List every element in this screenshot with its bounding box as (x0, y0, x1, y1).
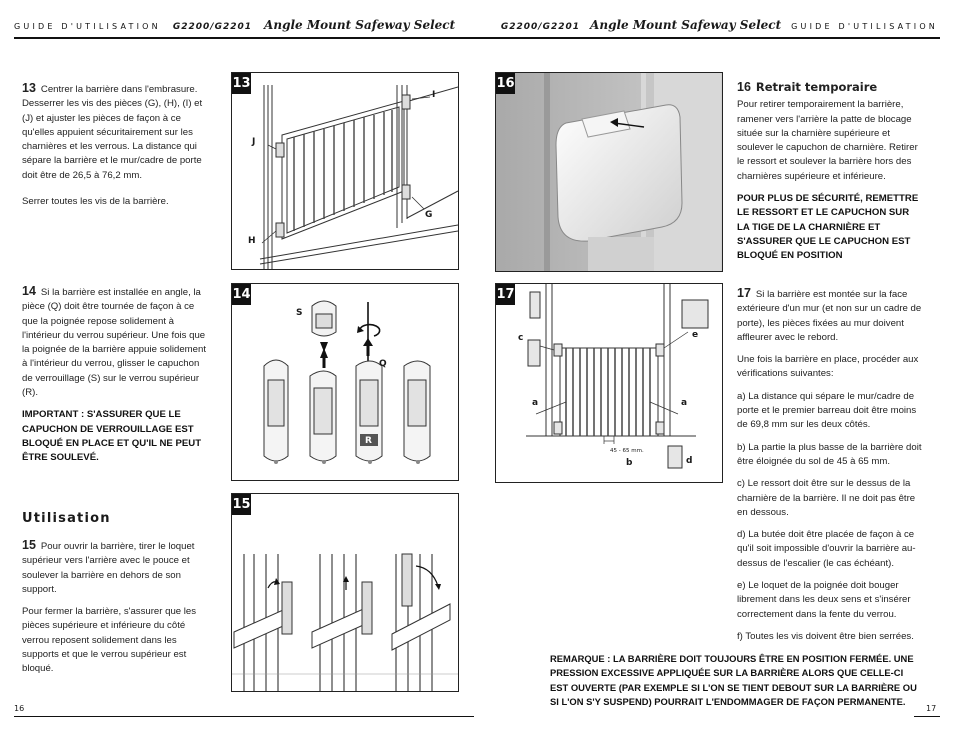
figure-15-label: 15 (232, 494, 251, 515)
step-16 (737, 80, 923, 272)
header-model-right: G2200/G2201 (500, 22, 581, 32)
step-17-text: Si la barrière est montée sur la face extérieure d'un mur (et non sur un cadre de porte), les pièces fixées au mur doivent affleurer avec le rebord. (737, 289, 922, 343)
step-16-number: 16 (737, 80, 751, 94)
footer-rule-left (14, 716, 474, 717)
check-e: e) Le loquet de la poignée doit bouger librement dans les deux sens et s'insérer correctement dans la fente du verrou. (737, 580, 911, 620)
figure-13-label: 13 (232, 73, 251, 94)
figure-14 (231, 283, 459, 481)
check-d: d) La butée doit être placée de façon à ce qu'il soit impossible d'ouvrir la barrière au-dessus de l'escalier (le cas échéant). (737, 529, 916, 569)
figure-17 (495, 283, 723, 483)
header-guide-right: GUIDE D'UTILISATION (791, 22, 938, 31)
callout-I: I (432, 90, 436, 100)
footer-rule-right (914, 716, 940, 717)
usage-title: Utilisation (22, 511, 111, 526)
check-a: a) La distance qui sépare le mur/cadre de porte et le premier barreau doit être moins de 69,8 mm sur les deux côtés. (737, 390, 917, 431)
step-15-number: 15 (22, 538, 36, 552)
figure-13-drawing (232, 73, 458, 269)
measure-label: 45 - 65 mm. (610, 448, 644, 454)
arrow-up-icon-2 (363, 338, 373, 346)
step-17 (737, 286, 923, 652)
callout-e: e (692, 330, 699, 340)
step-16-title: Retrait temporaire (755, 80, 878, 94)
step-13-note: Serrer toutes les vis de la barrière. (22, 196, 169, 208)
callout-a-left: a (532, 398, 539, 408)
step-14 (22, 284, 206, 474)
check-c: c) Le ressort doit être sur le dessus de la charnière de la barrière. Il ne doit pas être en dessous. (737, 478, 916, 518)
figure-17-label: 17 (496, 284, 515, 305)
arrow-up-icon-1 (320, 348, 328, 358)
header-product-left: Angle Mount Safeway Select (264, 18, 456, 32)
page-number-right: 17 (926, 704, 937, 713)
figure-16-drawing (496, 73, 722, 271)
figure-13 (231, 72, 459, 270)
callout-H: H (248, 236, 256, 246)
step-13-text: Centrer la barrière dans l'embrasure. Desserrer les vis des pièces (G), (H), (I) et (J) et ajuster les pièces de façon à ce qu'elles appuient sécuritairement sur les charnières et les verrous. La distance qui sépare la barrière et le mur/cadre de porte doit être de 26,5 à 76,2 mm. (22, 84, 203, 181)
step-16-text: Pour retirer temporairement la barrière, ramener vers l'arrière la patte de blocage située sur la charnière supérieure et soulever le capuchon de charnière. Retirer le ressort et soulever la barrière hors des charnières supérieure et inférieure. (737, 99, 918, 182)
callout-J: J (252, 137, 256, 147)
step-14-important: IMPORTANT : S'ASSURER QUE LE CAPUCHON DE VERROUILLAGE EST BLOQUÉ EN PLACE ET QU'IL NE PEUT ÊTRE SOULEVÉ. (22, 409, 202, 464)
figure-16-label: 16 (496, 73, 515, 94)
callout-R: R (365, 436, 372, 446)
figure-17-drawing (496, 284, 722, 482)
callout-G: G (425, 210, 433, 220)
callout-Q: Q (379, 359, 387, 369)
step-15 (22, 538, 206, 685)
step-13-number: 13 (22, 81, 36, 95)
callout-S: S (296, 308, 303, 318)
header-model-left: G2200/G2201 (172, 22, 253, 32)
check-f: f) Toutes les vis doivent être bien serrées. (737, 630, 914, 642)
rotate-arrow-icon (360, 302, 380, 362)
step-14-text: Si la barrière est installée en angle, la pièce (Q) doit être tournée de façon à ce que la poignée repose solidement à l'intérieur du verrou supérieur. Une fois que la poignée de la barrière appuie solidement à l'intérieur du verrou, glisser le capuchon de verrouillage (S) sur le verrou supérieur (R). (22, 287, 207, 399)
figure-15-drawing (232, 494, 458, 691)
figure-14-drawing (232, 284, 458, 480)
step-16-bold: POUR PLUS DE SÉCURITÉ, REMETTRE LE RESSORT ET LE CAPUCHON SUR LA TIGE DE LA CHARNIÈRE ET S'ASSURER QUE LE CAPUCHON EST BLOQUÉ EN POSITION (737, 193, 919, 262)
figure-16 (495, 72, 723, 272)
step-13 (22, 81, 208, 217)
step-17-number: 17 (737, 286, 751, 300)
check-b: b) La partie la plus basse de la barrière doit être éloignée du sol de 45 à 65 mm. (737, 441, 922, 467)
callout-b: b (626, 458, 633, 468)
callout-a-right: a (681, 398, 688, 408)
callout-c: c (518, 333, 524, 343)
header-left (14, 18, 455, 34)
page-number-left: 16 (14, 704, 25, 713)
header-right (501, 18, 938, 34)
header-guide-left: GUIDE D'UTILISATION (14, 22, 161, 31)
header-product-right: Angle Mount Safeway Select (590, 18, 782, 32)
step-15-text2: Pour fermer la barrière, s'assurer que les pièces supérieure et inférieure du côté verrou reposent solidement dans les supports et que le verrou supérieur est bloqué. (22, 606, 197, 675)
callout-d: d (686, 456, 693, 466)
figure-14-label: 14 (232, 284, 251, 305)
figure-15 (231, 493, 459, 692)
header-rule (14, 37, 940, 39)
step-14-number: 14 (22, 284, 36, 298)
remark: REMARQUE : LA BARRIÈRE DOIT TOUJOURS ÊTRE EN POSITION FERMÉE. UNE PRESSION EXCESSIVE APPLIQUÉE SUR LA BARRIÈRE ALORS QUE CELLE-CI EST OUVERTE (PAR EXEMPLE SI L'ON SE TIENT DEBOUT SUR LA BARRIÈRE OU SI L'ON S'Y SUSPEND) POURRAIT L'ENDOMMAGER DE FAÇON PERMANENTE. (550, 653, 917, 707)
step-15-text: Pour ouvrir la barrière, tirer le loquet supérieur vers l'arrière avec le pouce et soulever la barrière en dehors de son support. (22, 541, 195, 595)
step-17-intro: Une fois la barrière en place, procéder aux vérifications suivantes: (737, 354, 919, 380)
